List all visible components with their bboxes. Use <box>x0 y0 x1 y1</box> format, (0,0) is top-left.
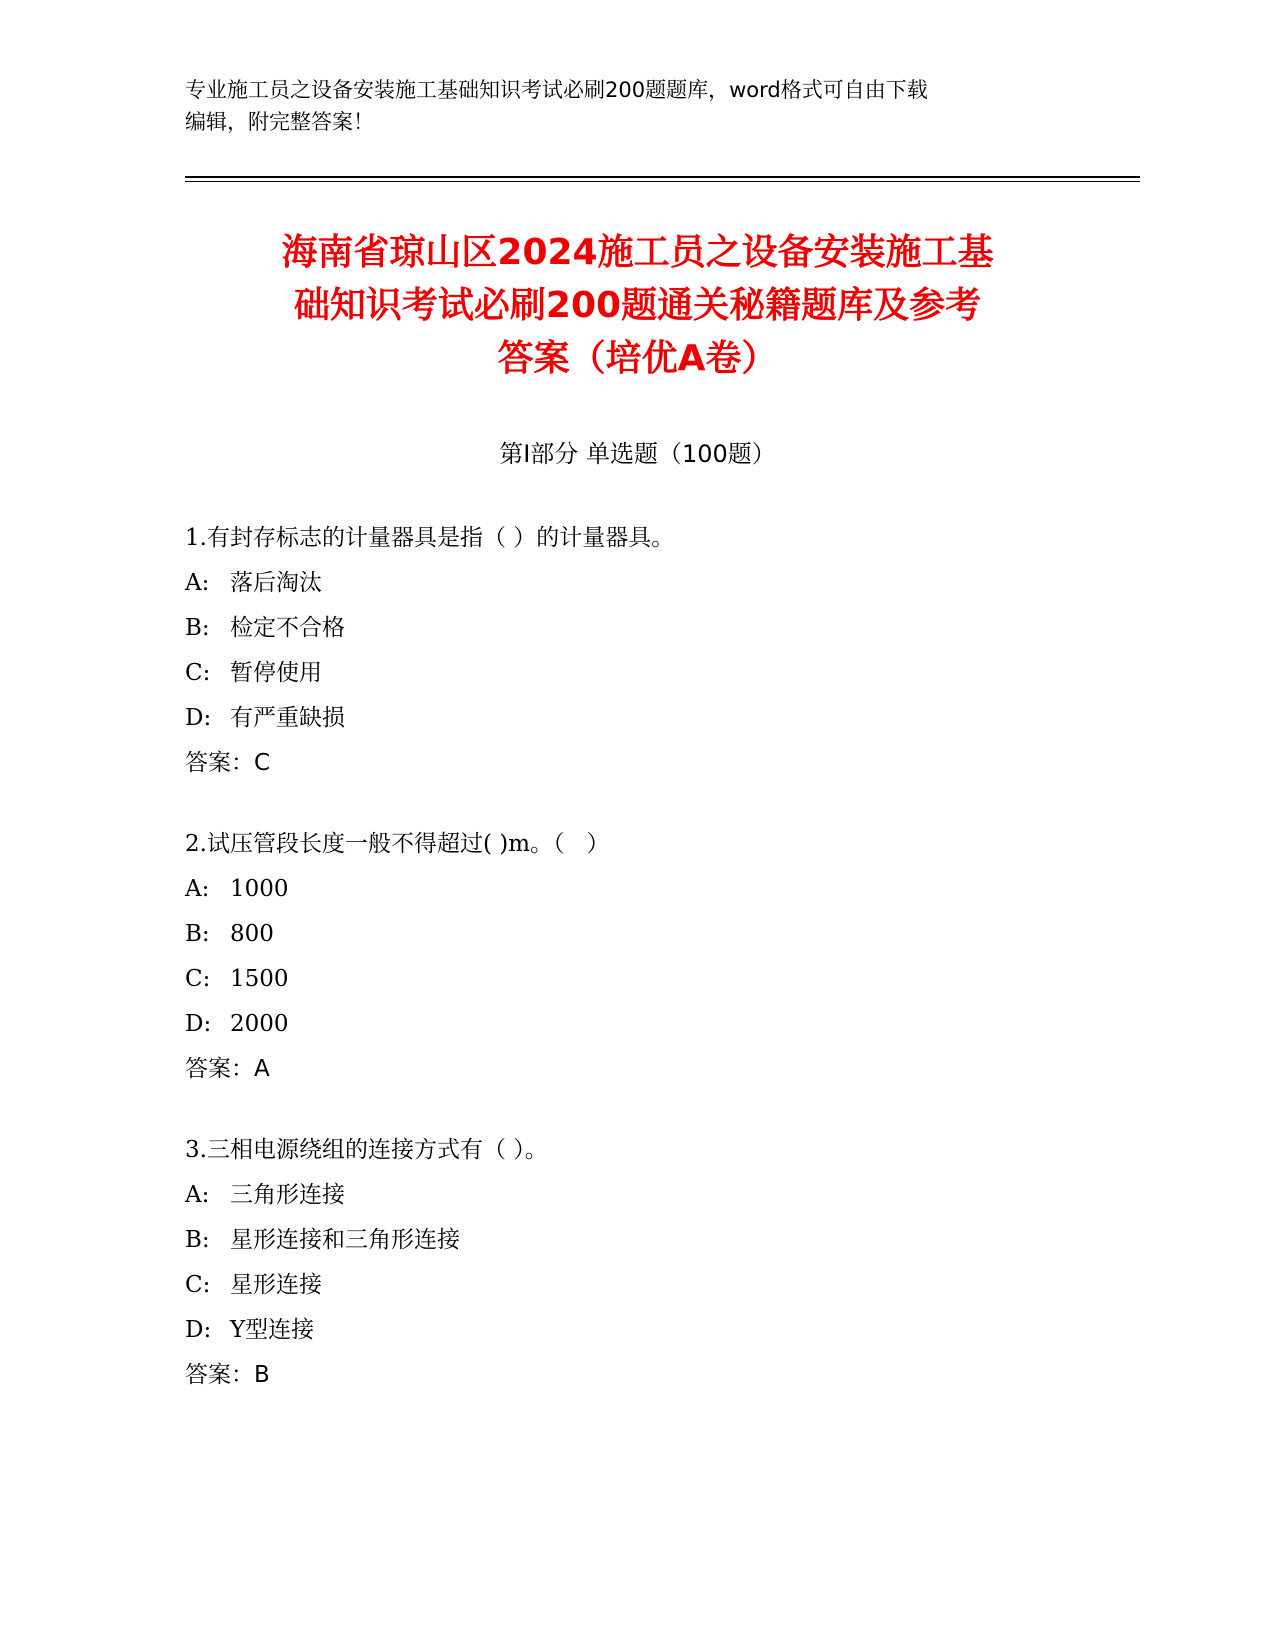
option-letter: C: <box>185 660 211 686</box>
question-3 <box>185 1128 1085 1398</box>
option-text: 星形连接 <box>230 1272 322 1298</box>
header-note-line-2: 编辑，附完整答案！ <box>185 110 374 134</box>
option-letter: D: <box>185 1011 212 1037</box>
header-note <box>185 74 1085 138</box>
option-letter: B: <box>185 921 210 947</box>
option-text: 1000 <box>230 876 289 902</box>
question-2 <box>185 822 1085 1092</box>
option-letter: D: <box>185 1317 212 1343</box>
option-text: 三角形连接 <box>230 1182 345 1208</box>
option-d <box>185 1308 1085 1353</box>
question-stem: 2.试压管段长度一般不得超过( )m。（ ） <box>185 831 610 857</box>
title-line-2: 础知识考试必刷200题通关秘籍题库及参考 <box>293 285 982 326</box>
header-note-line-1: 专业施工员之设备安装施工基础知识考试必刷200题题库，word格式可自由下载 <box>185 78 928 102</box>
option-letter: C: <box>185 1272 211 1298</box>
answer-line: 答案：B <box>185 1362 270 1388</box>
option-letter: A: <box>185 1182 210 1208</box>
option-text: 暂停使用 <box>230 660 322 686</box>
option-letter: C: <box>185 966 211 992</box>
header-rule-thick <box>185 176 1140 178</box>
option-b <box>185 912 1085 957</box>
option-c <box>185 651 1085 696</box>
option-text: 1500 <box>230 966 289 992</box>
question-1 <box>185 516 1085 786</box>
option-text: Y型连接 <box>230 1317 315 1343</box>
option-letter: D: <box>185 705 212 731</box>
option-text: 2000 <box>230 1011 289 1037</box>
option-text: 星形连接和三角形连接 <box>230 1227 460 1253</box>
option-letter: A: <box>185 876 210 902</box>
question-stem: 1.有封存标志的计量器具是指（ ）的计量器具。 <box>185 525 675 551</box>
option-letter: A: <box>185 570 210 596</box>
option-b <box>185 606 1085 651</box>
option-text: 落后淘汰 <box>230 570 322 596</box>
section-title: 第Ⅰ部分 单选题（100题） <box>499 440 776 468</box>
answer-line: 答案：A <box>185 1056 270 1082</box>
option-letter: B: <box>185 1227 210 1253</box>
option-letter: B: <box>185 615 210 641</box>
option-c <box>185 957 1085 1002</box>
option-d <box>185 696 1085 741</box>
title-line-3: 答案（培优A卷） <box>497 338 778 379</box>
option-a <box>185 561 1085 606</box>
document-title <box>160 226 1115 385</box>
option-d <box>185 1002 1085 1047</box>
option-text: 有严重缺损 <box>230 705 345 731</box>
header-rule-thin <box>185 181 1140 182</box>
option-a <box>185 867 1085 912</box>
option-a <box>185 1173 1085 1218</box>
option-b <box>185 1218 1085 1263</box>
option-c <box>185 1263 1085 1308</box>
option-text: 检定不合格 <box>230 615 345 641</box>
question-stem: 3.三相电源绕组的连接方式有（ ）。 <box>185 1137 548 1163</box>
answer-line: 答案：C <box>185 750 271 776</box>
option-text: 800 <box>230 921 274 947</box>
title-line-1: 海南省琼山区2024施工员之设备安装施工基 <box>281 232 994 273</box>
